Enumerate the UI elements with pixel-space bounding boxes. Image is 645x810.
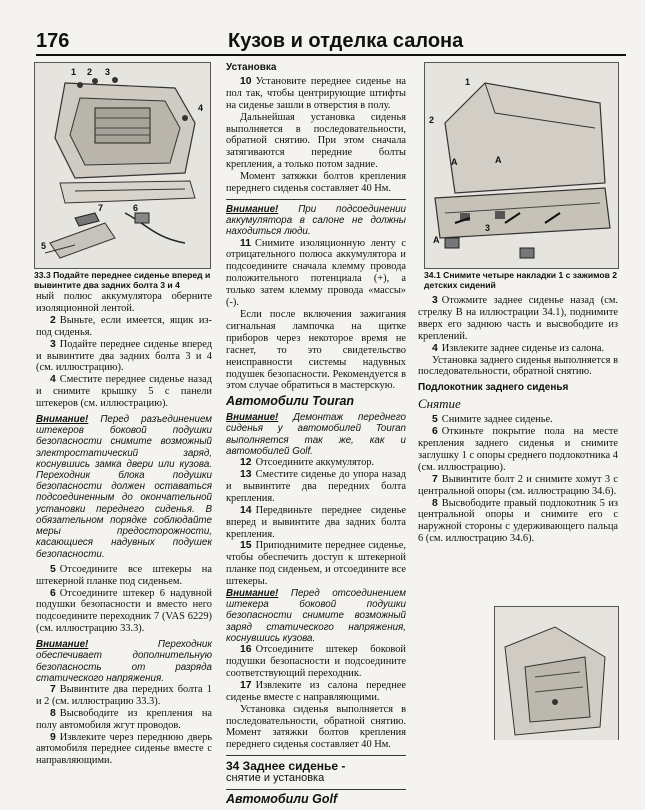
- figure-34-1-caption: 34.1 Снимите четыре накладки 1 с зажимов 2 детских сидений: [424, 270, 618, 290]
- section-heading-removal: Снятие: [418, 396, 461, 412]
- warning-note: Внимание! При подсоединении аккумулятора в салоне не должны находиться люди.: [226, 203, 406, 238]
- callout-a: A: [451, 157, 458, 167]
- warning-note: Внимание! Перед отсоединением штекера боковой подушки безопасности снимите возможный заряд статического напряжения, коснувшись кузова.: [226, 588, 406, 644]
- divider: [226, 789, 406, 790]
- left-column: [36, 291, 212, 767]
- warning-note: Внимание! Переходник обеспечивает дополнительную безопасность от разряда статического напряжения.: [36, 639, 212, 684]
- step-2: 2 Выньте, если имеется, ящик из-под сиденья.: [36, 314, 212, 338]
- callout-3: 3: [105, 67, 111, 77]
- warning-note: Внимание! Перед разъединением штекеров боковой подушки безопасности снимите возможный электростатический заряд, коснувшись замка двери или кузова. Переходник блока подушки безопасности должен оставаться подсоединенным до окончательной установки переднего сиденья. В обязательном порядке соблюдайте меры предосторожности, касающиеся надувных подушек безопасности.: [36, 414, 212, 560]
- step-8: 8 Высвободите правый подлокотник 5 из центральной опоры и снимите его с наружной стороны с удерживающего пальца 6 (см. иллюстрацию 34.6).: [418, 497, 618, 545]
- step-7: 7 Вывинтите два передних болта 1 и 2 (см. иллюстрацию 33.3).: [36, 683, 212, 707]
- step-10: 10 Установите переднее сиденье на пол так, чтобы центрирующие штифты на сиденье зашли в отверстия в полу.: [226, 75, 406, 111]
- divider: [226, 199, 406, 200]
- figure-33-3: [34, 62, 211, 269]
- step-3: 3 Подайте переднее сиденье вперед и вывинтите два задних болта 3 и 4 (см. иллюстрацию).: [36, 338, 212, 374]
- divider: [226, 755, 406, 756]
- step-12: 12 Отсоедините аккумулятор.: [240, 457, 375, 469]
- header-rule: [36, 54, 626, 56]
- subheading-touran: Автомобили Touran: [226, 394, 355, 409]
- paragraph: Установка заднего сиденья выполняется в последовательности, обратной снятию.: [418, 354, 618, 378]
- step-9: 9 Извлеките через переднюю дверь автомобиля переднее сиденье вместе с направляющими.: [36, 731, 212, 767]
- subheading-golf: Автомобили Golf: [226, 792, 338, 807]
- callout-2: 2: [429, 115, 435, 125]
- step-15: 15 Приподнимите переднее сиденье, чтобы обеспечить доступ к штекерной планке под сиденьем, и отсоедините все штекеры.: [226, 540, 406, 588]
- warning-note: Внимание! Демонтаж переднего сиденья у автомобилей Touran выполняется так же, как и автомобилей Golf.: [226, 412, 406, 457]
- paragraph: Дальнейшая установка сиденья выполняется в последовательности, обратной снятию. При этом сначала затягиваются передние болты крепления, а только потом задние.: [226, 111, 406, 171]
- callout-1: 1: [71, 67, 77, 77]
- step-11: 11 Снимите изоляционную ленту с отрицательного полюса аккумулятора и подсоедините сначала клемму провода положительного потенциала (+), а только затем клемму провода «массы» (-).: [226, 237, 406, 309]
- step-6: 6 Откиньте покрытие пола на месте крепления заднего сиденья и снимите заглушку 1 с опоры среднего подлокотника 4 (см. иллюстрацию).: [418, 426, 618, 473]
- callout-7: 7: [98, 203, 104, 213]
- paragraph: Если после включения зажигания сигнальная лампочка на щитке приборов через некоторое время не гаснет, то это свидетельство неисправности системы надувных подушек безопасности. Рекомендуется в этом случае обратиться в мастерскую.: [226, 309, 406, 392]
- middle-column: [226, 62, 406, 810]
- step-5: 5 Отсоедините все штекеры на штекерной планке под сиденьем.: [36, 563, 212, 587]
- callout-a: A: [433, 235, 440, 245]
- callout-a: A: [495, 155, 502, 165]
- step-5: 5 Снимите заднее сиденье.: [432, 414, 553, 426]
- right-column: [418, 295, 618, 545]
- step-17: 17 Извлеките из салона переднее сиденье вместе с направляющими.: [226, 679, 406, 703]
- step-4: 4 Извлеките заднее сиденье из салона.: [432, 342, 605, 354]
- callout-4: 4: [198, 103, 204, 113]
- figure-34-6: [494, 606, 619, 740]
- step-16: 16 Отсоедините штекер боковой подушки безопасности и подсоедините соответствующий переходник.: [226, 644, 406, 679]
- callout-5: 5: [41, 241, 47, 251]
- step-14: 14 Передвиньте переднее сиденье вперед и вывинтите два задних болта крепления.: [226, 504, 406, 540]
- section-heading-armrest: Подлокотник заднего сиденья: [418, 382, 569, 394]
- step-6: 6 Отсоедините штекер 6 надувной подушки безопасности и вместо него подсоедините переходник 7 (VAS 6229) (см. иллюстрацию 33.3).: [36, 587, 212, 635]
- callout-1: 1: [465, 77, 471, 87]
- paragraph: Установка сиденья выполняется в последовательности, обратной снятию. Момент затяжки болтов крепления переднего сиденья составляет 40 Нм.: [226, 703, 406, 751]
- callout-6: 6: [133, 203, 139, 213]
- seat-mount-illustration: [35, 63, 210, 268]
- step-4: 4 Сместите переднее сиденье назад и снимите крышку 5 с панели штекеров (см. иллюстрацию).: [36, 374, 212, 410]
- figure-34-1: [424, 62, 619, 269]
- page-number: 176: [36, 30, 70, 52]
- step-3: 3 Отожмите заднее сиденье назад (см. стрелку В на иллюстрации 34.1), поднимите вверх его заднюю часть и высвободите из креплений.: [418, 295, 618, 342]
- callout-2: 2: [87, 67, 93, 77]
- armrest-illustration: [495, 607, 618, 740]
- chapter-title: 34 Заднее сиденье -: [226, 759, 346, 774]
- step-7: 7 Вывинтите болт 2 и снимите хомут 3 с центральной опоры (см. иллюстрацию 34.6).: [418, 473, 618, 497]
- paragraph: ный полюс аккумулятора оберните изоляционной лентой.: [36, 291, 212, 314]
- step-8: 8 Высвободите из крепления на полу автомобиля жгут проводов.: [36, 707, 212, 731]
- section-heading-install: Установка: [226, 62, 277, 73]
- figure-33-3-caption: 33.3 Подайте переднее сиденье вперед и вывинтите два задних болта 3 и 4: [34, 270, 211, 290]
- callout-3: 3: [485, 223, 491, 233]
- chapter-subtitle: снятие и установка: [226, 772, 325, 785]
- page-title: Кузов и отделка салона: [228, 30, 464, 52]
- paragraph: Момент затяжки болтов крепления переднего сиденья составляет 40 Нм.: [226, 171, 406, 195]
- step-13: 13 Сместите сиденье до упора назад и вывинтите два передних болта крепления.: [226, 468, 406, 504]
